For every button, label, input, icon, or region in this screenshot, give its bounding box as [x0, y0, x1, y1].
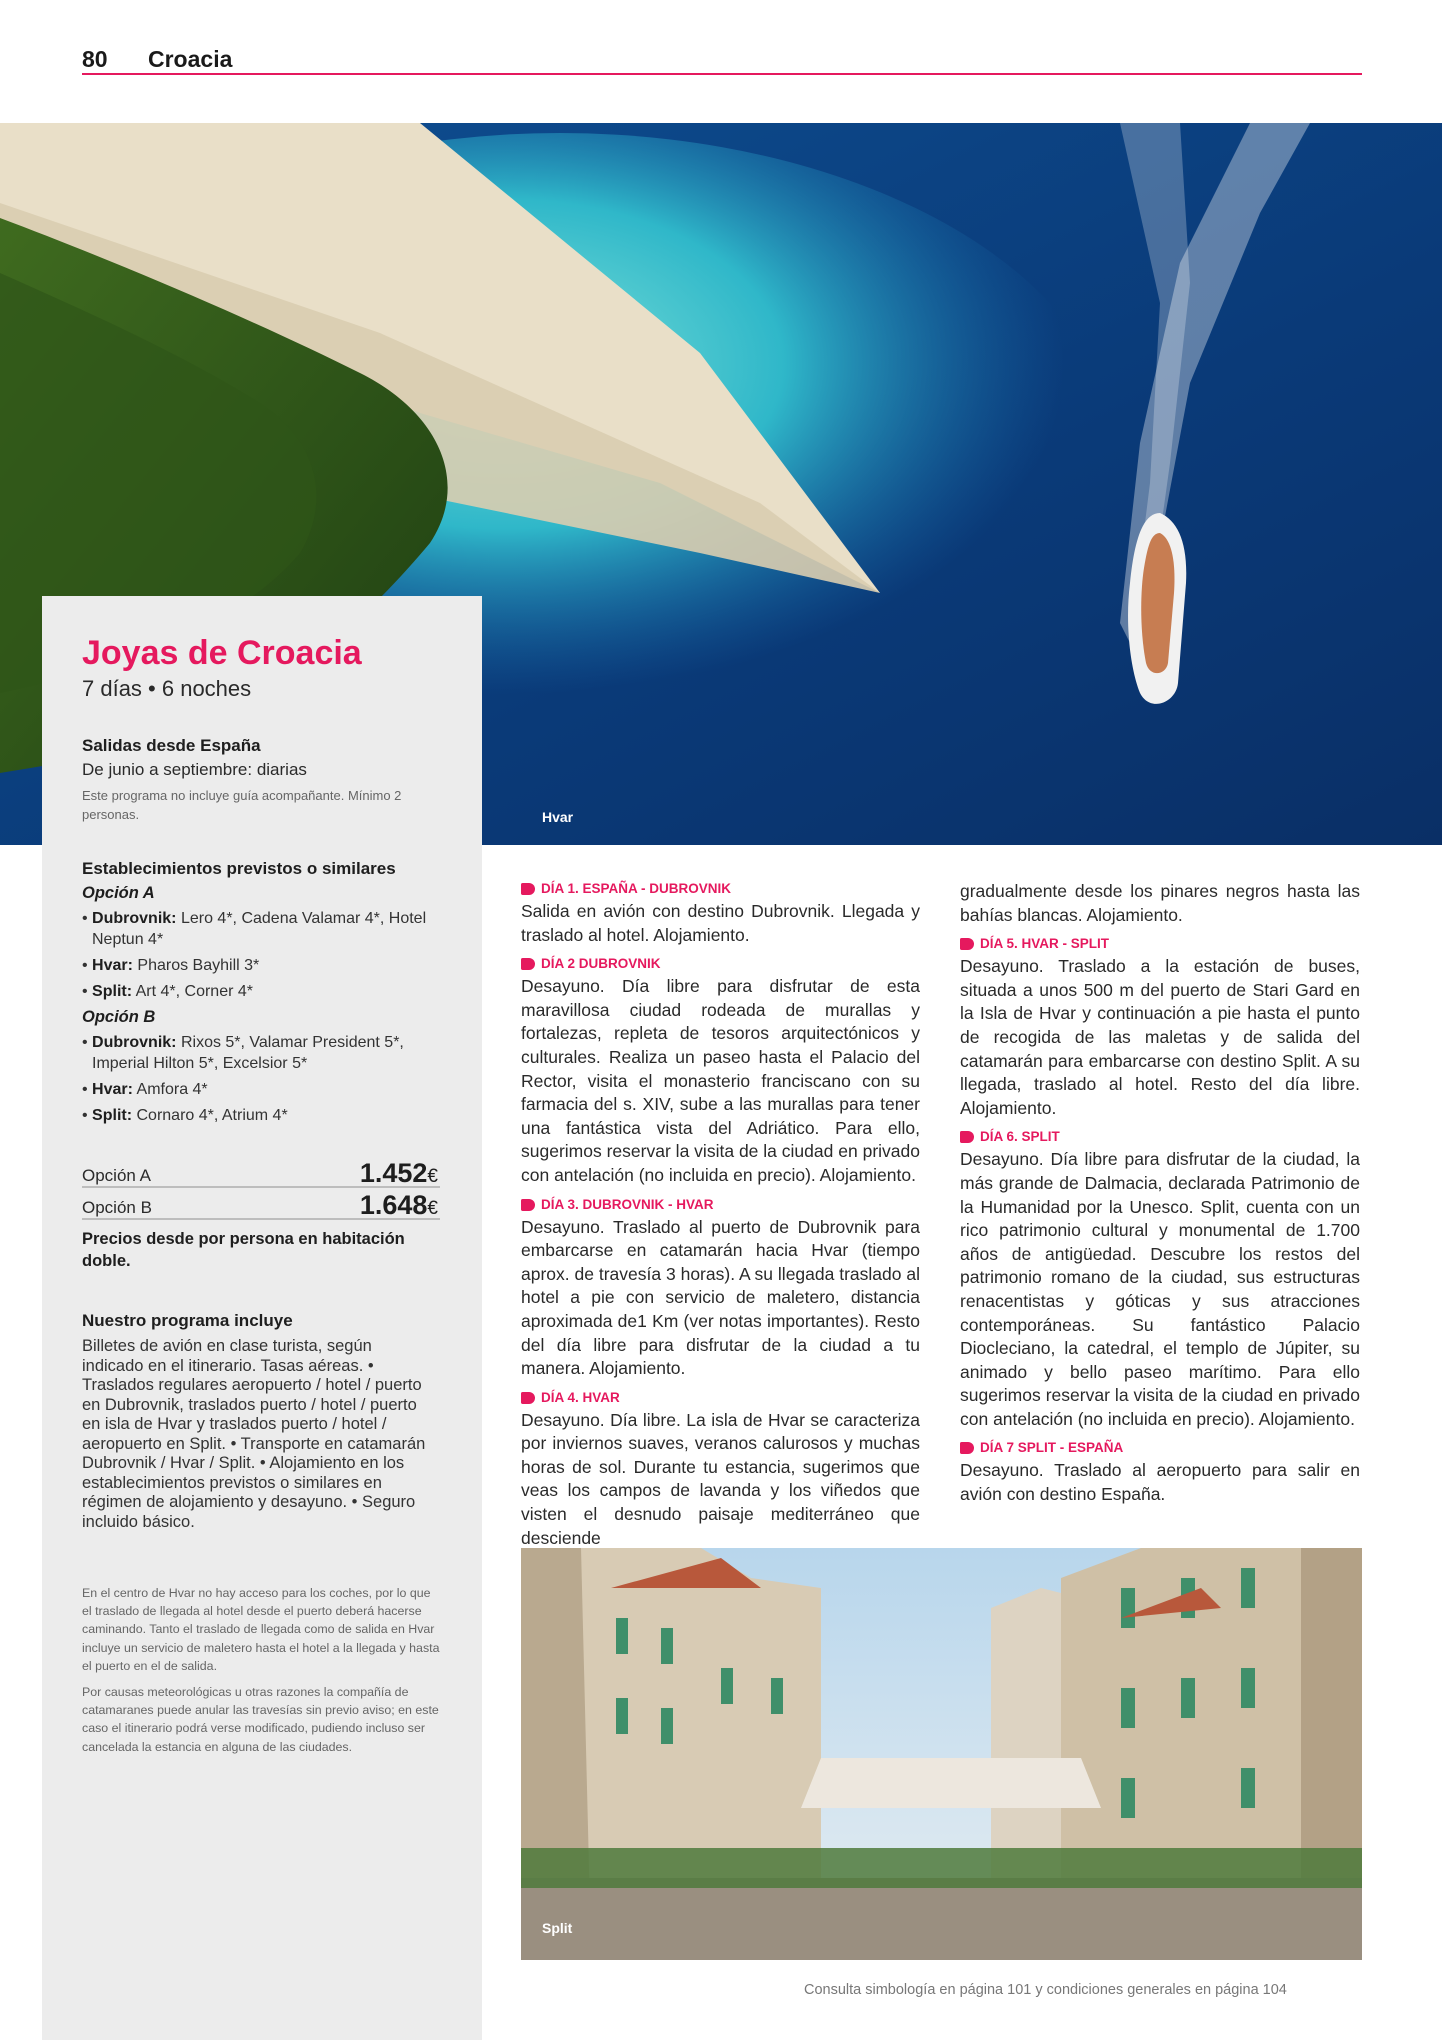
itinerary-day-1	[521, 880, 920, 947]
header-divider	[82, 73, 1362, 75]
page-number: 80	[82, 46, 108, 72]
price-option-b	[82, 1190, 440, 1220]
option-b-hotel-list	[82, 1032, 442, 1126]
split-photo	[521, 1548, 1362, 1960]
price-value: 1.648€	[359, 1190, 438, 1220]
programa-text: Billetes de avión en clase turista, según indicado en el itinerario. Tasas aéreas. • Traslados regulares aeropuerto / hotel / puerto en Dubrovnik, traslados puerto / hotel / puerto en isla de Hvar y traslados puerto / hotel / aeropuerto en Split. • Transporte en catamarán Dubrovnik / Hvar / Split. • Alojamiento en los establecimientos previstos o similares en régimen de alojamiento y desayuno. • Seguro incluido básico.	[82, 1337, 426, 1531]
note-paragraph: Por causas meteorológicas u otras razones la compañía de catamaranes puede anular las travesías sin previo aviso; en este caso el itinerario podrá verse modificado, pudiendo incluso ser cancelada la estancia en alguna de las ciudades.	[82, 1685, 439, 1754]
day-text: Salida en avión con destino Dubrovnik. Llegada y traslado al hotel. Alojamiento.	[521, 901, 920, 945]
itinerary-day-4-continued	[960, 880, 1360, 927]
list-item: • Split: Art 4*, Corner 4*	[82, 983, 253, 1000]
list-item: • Hvar: Pharos Bayhill 3*	[82, 957, 260, 974]
split-illustration	[521, 1548, 1362, 1960]
price-label: Opción B	[82, 1198, 152, 1217]
day-text: Desayuno. Traslado al aeropuerto para salir en avión con destino España.	[960, 1460, 1360, 1505]
trip-duration: 7 días • 6 noches	[82, 676, 252, 701]
day-title: DÍA 3. DUBROVNIK - HVAR	[541, 1196, 714, 1212]
day-text: Desayuno. Día libre para disfrutar de esta maravillosa ciudad rodeada de murallas y fortalezas, repleta de tesoros arquitectónicos y culturales. Realiza un paseo hasta el Palacio del Rector, visita el monasterio franciscano con su farmacia del s. XIV, sube a las murallas para tener una fantástica vista del Adriático. Para ello, sugerimos reservar la visita de la ciudad en privado con antelación (no incluida en precio). Alojamiento.	[521, 976, 920, 1185]
salidas-note: Este programa no incluye guía acompañante. Mínimo 2 personas.	[82, 788, 402, 822]
salidas-heading: Salidas desde España	[82, 736, 261, 755]
day-text: Desayuno. Traslado a la estación de buses, situada a unos 500 m del puerto de Stari Gard en la Isla de Hvar y continuación a pie hasta el punto de recogida de las maletas y de salida del catamarán para embarcarse con destino Split. A su llegada, traslado al hotel. Resto del día libre. Alojamiento.	[960, 956, 1360, 1118]
itinerary-day-4	[521, 1389, 920, 1551]
footer-note: Consulta simbología en página 101 y condiciones generales en página 104	[804, 1982, 1287, 1998]
hero-caption: Hvar	[542, 809, 574, 825]
option-a-hotel-list	[82, 908, 442, 1002]
page-header	[82, 46, 1362, 76]
day-text: Desayuno. Día libre. La isla de Hvar se caracteriza por inviernos suaves, veranos calurosos y muchas horas de sol. Durante tu estancia, sugerimos que veas los campos de lavanda y los viñedos que visten el desnudo paisaje mediterráneo que desciende	[521, 1409, 920, 1548]
itinerary-day-3	[521, 1196, 920, 1381]
establecimientos-heading: Establecimientos previstos o similares	[82, 859, 396, 878]
day-title: DÍA 1. ESPAÑA - DUBROVNIK	[541, 881, 732, 896]
day-text: Desayuno. Traslado al puerto de Dubrovnik para embarcarse en catamarán hacia Hvar (tiempo aprox. de travesía 3 horas). A su llegada traslado al hotel a pie con servicio de maletero, distancia aproximada de1 Km (ver notas importantes). Resto del día libre para disfrutar de la ciudad a tu manera. Alojamiento.	[521, 1216, 920, 1379]
day-marker-icon	[960, 1131, 974, 1143]
establecimientos-section	[82, 858, 442, 1131]
price-note: Precios desde por persona en habitación doble.	[82, 1230, 405, 1270]
itinerary-day-5	[960, 935, 1360, 1120]
day-marker-icon	[521, 958, 535, 970]
day-marker-icon	[960, 1442, 974, 1454]
day-title: DÍA 6. SPLIT	[980, 1129, 1060, 1145]
price-value: 1.452€	[359, 1158, 438, 1188]
list-item: • Split: Cornaro 4*, Atrium 4*	[82, 1107, 288, 1124]
itinerary-day-2	[521, 955, 920, 1187]
split-caption: Split	[542, 1920, 573, 1936]
day-text: gradualmente desde los pinares negros hasta las bahías blancas. Alojamiento.	[960, 881, 1360, 925]
day-text: Desayuno. Día libre para disfrutar de la ciudad, la más grande de Dalmacia, declarada Patrimonio de la Humanidad por la Unesco. Split, cuenta con un rico patrimonio cultural y monumental de 1.700 años de antigüedad. Descubre los restos del patrimonio romano de la ciudad, sus estructuras renacentistas y góticas y sus atracciones contemporáneas. Su fantástico Palacio Diocleciano, la catedral, el templo de Júpiter, su animado y bello paseo marítimo. Para ello sugerimos reservar la visita de la ciudad en privado con antelación (no incluida en precio). Alojamiento.	[960, 1149, 1360, 1429]
day-marker-icon	[521, 1199, 535, 1211]
day-title: DÍA 4. HVAR	[541, 1389, 620, 1405]
day-marker-icon	[521, 883, 535, 895]
section-title: Croacia	[148, 46, 233, 72]
price-label: Opción A	[82, 1166, 151, 1185]
itinerary-column-2	[960, 880, 1360, 1515]
price-option-a	[82, 1158, 440, 1188]
itinerary-column-1	[521, 880, 920, 1558]
day-title: DÍA 2 DUBROVNIK	[541, 956, 661, 972]
note-paragraph: En el centro de Hvar no hay acceso para los coches, por lo que el traslado de llegada al hotel desde el puerto deberá hacerse caminando. Tanto el traslado de llegada como de salida en Hvar incluye un servicio de maletero hasta el hotel a la llegada y hasta el puerto en el de salida.	[82, 1586, 440, 1673]
option-b-heading: Opción B	[82, 1008, 156, 1026]
list-item: • Dubrovnik: Rixos 5*, Valamar President 5*, Imperial Hilton 5*, Excelsior 5*	[82, 1034, 404, 1072]
programa-heading: Nuestro programa incluye	[82, 1311, 293, 1330]
itinerary-day-7	[960, 1439, 1360, 1506]
day-marker-icon	[521, 1392, 535, 1404]
itinerary-day-6	[960, 1128, 1360, 1431]
day-marker-icon	[960, 938, 974, 950]
salidas-text: De junio a septiembre: diarias	[82, 760, 307, 779]
day-title: DÍA 7 SPLIT - ESPAÑA	[980, 1440, 1124, 1456]
trip-title: Joyas de Croacia	[82, 634, 362, 672]
list-item: • Hvar: Amfora 4*	[82, 1081, 208, 1098]
trip-info-panel	[42, 596, 482, 2040]
option-a-heading: Opción A	[82, 884, 155, 902]
important-notes	[82, 1584, 442, 1764]
list-item: • Dubrovnik: Lero 4*, Cadena Valamar 4*, Hotel Neptun 4*	[82, 910, 427, 948]
day-title: DÍA 5. HVAR - SPLIT	[980, 936, 1110, 952]
